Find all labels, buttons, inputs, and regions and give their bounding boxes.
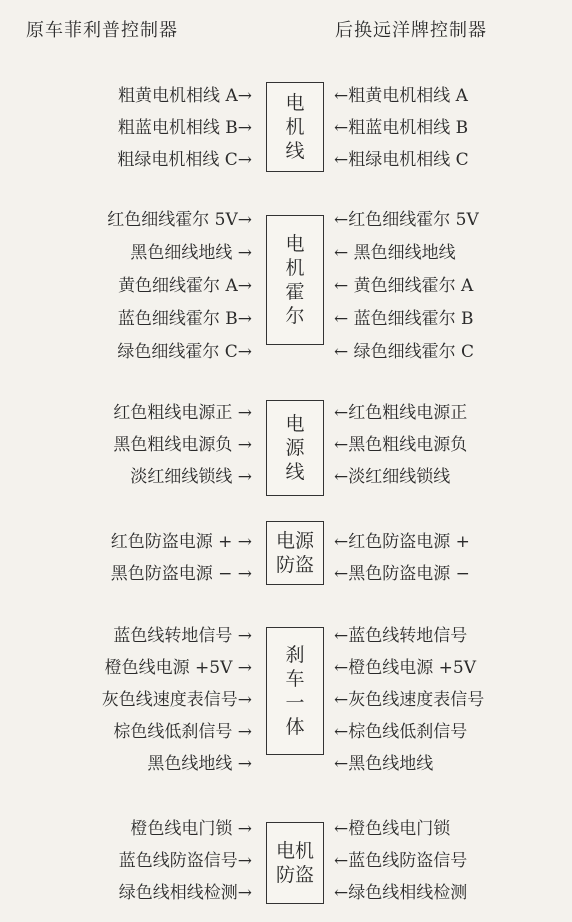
right-wire-label: ← 黄色细线霍尔 A	[334, 276, 474, 296]
left-wire-label: 灰色线速度表信号→	[101, 690, 252, 710]
box-text: 刹	[285, 644, 305, 666]
left-wire-label: 绿色线相线检测→	[118, 883, 252, 903]
right-wire-label: ←棕色线低刹信号	[334, 722, 468, 742]
left-wire-label: 淡红细线锁线 →	[130, 467, 252, 487]
left-wire-label: 红色粗线电源正 →	[113, 403, 252, 423]
group-box	[266, 521, 324, 585]
left-wire-label: 黑色细线地线 →	[130, 243, 252, 263]
group-box	[266, 215, 324, 345]
right-wire-label: ←粗绿电机相线 C	[334, 150, 469, 170]
left-wire-label: 绿色细线霍尔 C→	[117, 342, 252, 362]
box-text: 电机	[275, 840, 314, 862]
group-box	[266, 82, 324, 172]
group-box	[266, 822, 324, 904]
box-text: 防盗	[275, 554, 314, 576]
left-wire-label: 红色细线霍尔 5V→	[107, 210, 252, 230]
group-box	[266, 627, 324, 755]
box-text: 霍	[285, 281, 305, 303]
right-wire-label: ←淡红细线锁线	[334, 467, 451, 487]
right-wire-label: ←黑色防盗电源 −	[334, 564, 470, 584]
left-wire-label: 红色防盗电源 + →	[110, 532, 252, 552]
left-wire-label: 粗蓝电机相线 B→	[117, 118, 252, 138]
right-wire-label: ←粗蓝电机相线 B	[334, 118, 469, 138]
right-wire-label: ←黑色线地线	[334, 754, 434, 774]
box-text: 尔	[285, 305, 305, 327]
right-wire-label: ←绿色线相线检测	[334, 883, 468, 903]
right-wire-label: ←灰色线速度表信号	[334, 690, 485, 710]
group-box	[266, 400, 324, 496]
left-wire-label: 黑色粗线电源负 →	[113, 435, 252, 455]
box-text: 体	[285, 716, 305, 738]
box-text: 线	[285, 140, 305, 162]
left-wire-label: 黑色防盗电源 − →	[110, 564, 252, 584]
left-wire-label: 橙色线电源 +5V →	[104, 658, 252, 678]
left-wire-label: 蓝色线防盗信号→	[118, 851, 252, 871]
left-wire-label: 黄色细线霍尔 A→	[118, 276, 252, 296]
box-text: 防盗	[275, 864, 314, 886]
box-text: 电	[285, 233, 305, 255]
left-wire-label: 黑色线地线 →	[147, 754, 252, 774]
box-text: 机	[285, 116, 305, 138]
left-wire-label: 棕色线低刹信号 →	[113, 722, 252, 742]
left-wire-label: 蓝色线转地信号 →	[113, 626, 252, 646]
right-wire-label: ←粗黄电机相线 A	[334, 86, 468, 106]
left-wire-label: 橙色线电门锁 →	[130, 819, 252, 839]
box-text: 电	[285, 413, 305, 435]
box-text: 车	[285, 668, 305, 690]
box-text: 电	[285, 92, 305, 114]
right-wire-label: ←红色细线霍尔 5V	[334, 210, 479, 230]
right-wire-label: ←黑色粗线电源负	[334, 435, 468, 455]
left-wire-label: 粗黄电机相线 A→	[118, 86, 252, 106]
right-wire-label: ←橙色线电源 +5V	[334, 658, 476, 678]
left-wire-label: 粗绿电机相线 C→	[117, 150, 252, 170]
box-text: 机	[285, 257, 305, 279]
box-text: 线	[285, 461, 305, 483]
right-wire-label: ← 绿色细线霍尔 C	[334, 342, 475, 362]
right-wire-label: ←蓝色线转地信号	[334, 626, 468, 646]
right-wire-label: ←红色防盗电源 +	[334, 532, 470, 552]
box-text: 一	[285, 692, 305, 714]
box-text: 电源	[275, 530, 314, 552]
right-header: 后换远洋牌控制器	[335, 20, 487, 41]
right-wire-label: ← 黑色细线地线	[334, 243, 456, 263]
right-wire-label: ←红色粗线电源正	[334, 403, 468, 423]
box-text: 源	[285, 437, 305, 459]
left-header: 原车菲利普控制器	[26, 20, 178, 41]
right-wire-label: ← 蓝色细线霍尔 B	[334, 309, 474, 329]
right-wire-label: ←橙色线电门锁	[334, 819, 451, 839]
left-wire-label: 蓝色细线霍尔 B→	[117, 309, 252, 329]
right-wire-label: ←蓝色线防盗信号	[334, 851, 468, 871]
